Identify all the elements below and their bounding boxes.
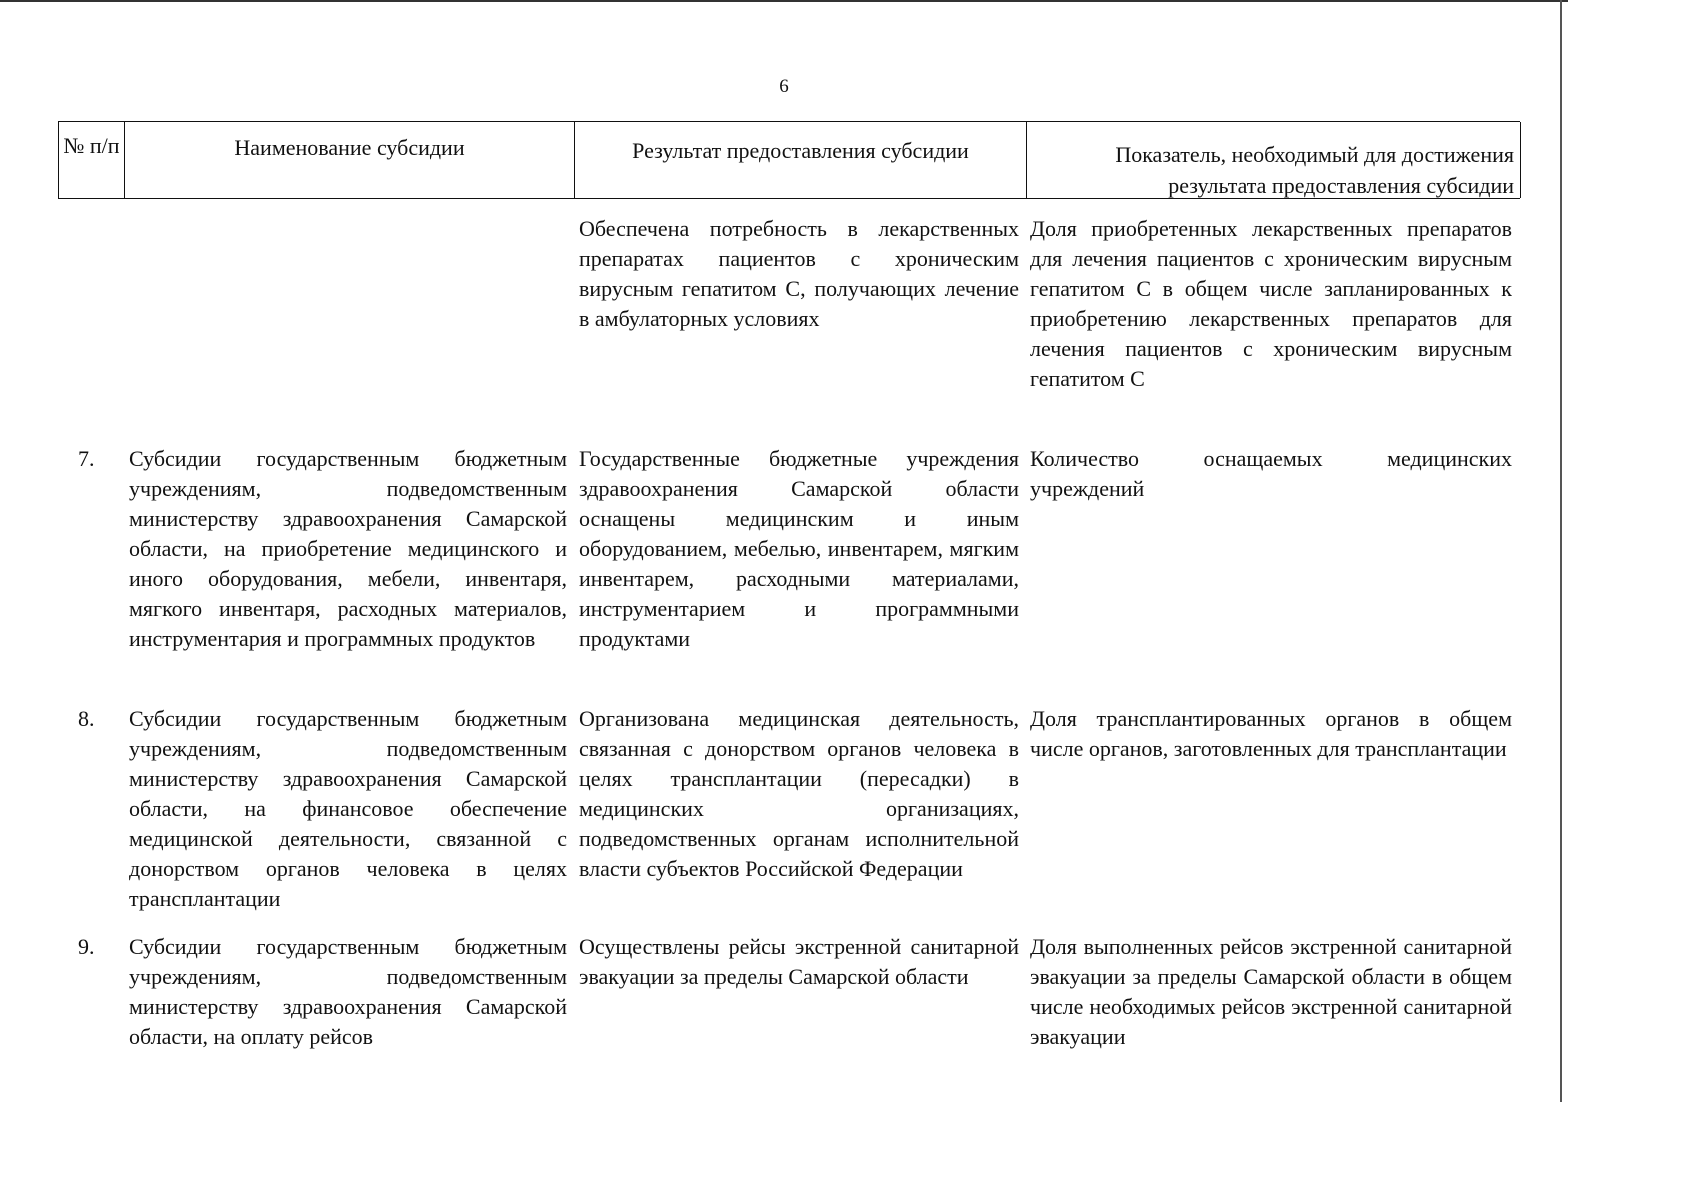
row-subsidy-name: Субсидии государственным бюджетным учреждениям, подведомственным министерству здравоохранения Самарской области, на приобретение медицинского и иного оборудования, мебели, инвентаря, мягкого инвентаря, расходных материалов, инструментария и программных продуктов <box>129 446 567 651</box>
header-number: № п/п <box>59 122 125 198</box>
row-result: Государственные бюджетные учреждения здравоохранения Самарской области оснащены медицинским и иным оборудованием, мебелью, инвентарем, мягким инвентарем, расходными материалами, инструментарием и программными продуктами <box>579 446 1019 651</box>
header-indicator: Показатель, необходимый для достижения результата предоставления субсидии <box>1027 122 1521 198</box>
row-indicator: Количество оснащаемых медицинских учреждений <box>1030 446 1512 501</box>
row-indicator: Доля приобретенных лекарственных препаратов для лечения пациентов с хроническим вирусным гепатитом С в общем числе запланированных к приобретению лекарственных препаратов для лечения пациентов с хроническим вирусным гепатитом С <box>1030 216 1512 391</box>
row-number: 7. <box>78 446 95 471</box>
row-number: 8. <box>78 706 95 731</box>
row-number: 9. <box>78 934 95 959</box>
right-border-line <box>1560 0 1562 1102</box>
row-subsidy-name: Субсидии государственным бюджетным учреждениям, подведомственным министерству здравоохранения Самарской области, на финансовое обеспечение медицинской деятельности, связанной с донорством органов человека в целях трансплантации <box>129 706 567 911</box>
row-result: Организована медицинская деятельность, связанная с донорством органов человека в целях трансплантации (пересадки) в медицинских организациях, подведомственных органам исполнительной власти субъектов Российской Федерации <box>579 706 1019 881</box>
page-number: 6 <box>779 76 789 97</box>
row-indicator: Доля трансплантированных органов в общем числе органов, заготовленных для трансплантации <box>1030 706 1512 761</box>
header-result: Результат предоставления субсидии <box>575 122 1027 198</box>
row-subsidy-name: Субсидии государственным бюджетным учреждениям, подведомственным министерству здравоохранения Самарской области, на оплату рейсов <box>129 934 567 1049</box>
header-subsidy-name: Наименование субсидии <box>125 122 575 198</box>
row-result: Обеспечена потребность в лекарственных препаратах пациентов с хроническим вирусным гепатитом С, получающих лечение в амбулаторных условиях <box>579 216 1019 331</box>
row-result: Осуществлены рейсы экстренной санитарной эвакуации за пределы Самарской области <box>579 934 1019 989</box>
table-header <box>58 121 1520 199</box>
row-indicator: Доля выполненных рейсов экстренной санитарной эвакуации за пределы Самарской области в общем числе необходимых рейсов экстренной санитарной эвакуации <box>1030 934 1512 1049</box>
top-border-line <box>0 0 1568 2</box>
